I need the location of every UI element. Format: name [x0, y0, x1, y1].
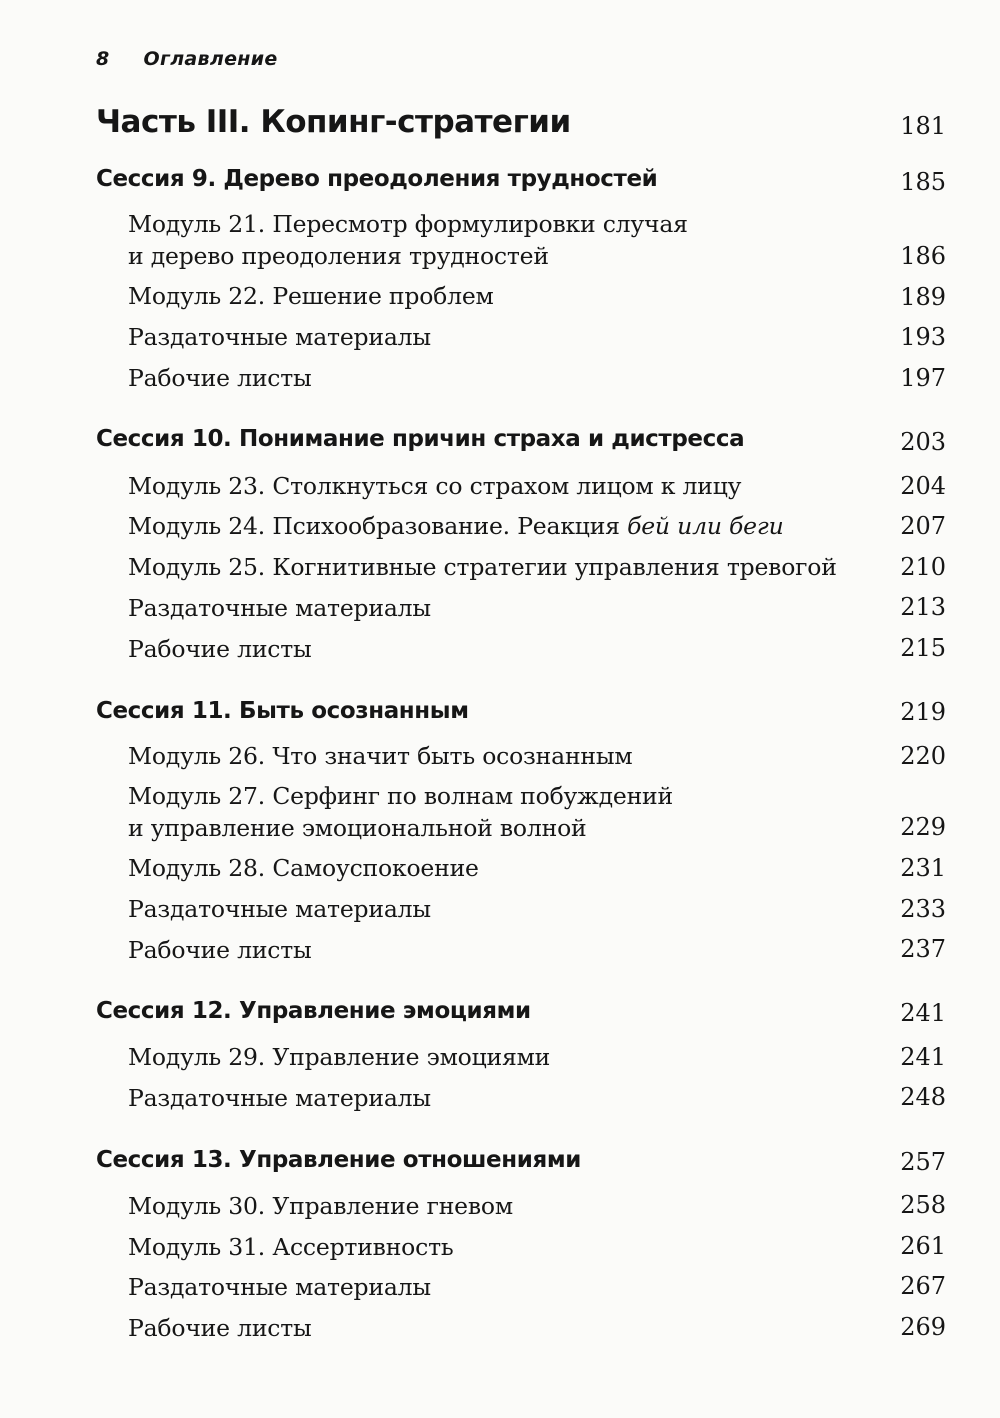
toc-entry: Модуль 30. Управление гневом [128, 1192, 513, 1220]
page-number: 8 [96, 48, 110, 70]
toc-entry-line: и управление эмоциональной волной [128, 814, 587, 842]
toc-entry: Модуль 26. Что значит быть осознанным [128, 742, 633, 770]
session-title: Сессия 13. Управление отношениями [96, 1147, 581, 1173]
session-title: Сессия 11. Быть осознанным [96, 698, 469, 724]
toc-entry [128, 208, 688, 272]
toc-entry [128, 780, 673, 844]
toc-entry: Раздаточные материалы [128, 1273, 431, 1301]
toc-entry: Рабочие листы [128, 1314, 312, 1342]
toc-entry-page: 220 [900, 742, 946, 770]
session-page-number: 203 [900, 428, 946, 456]
toc-entry: Рабочие листы [128, 936, 312, 964]
session-title: Сессия 9. Дерево преодоления трудностей [96, 166, 658, 192]
running-title: Оглавление [143, 48, 278, 70]
toc-entry-page: 207 [900, 512, 946, 540]
toc-entry-page: 229 [900, 813, 946, 841]
toc-entry: Рабочие листы [128, 635, 312, 663]
toc-entry-line: Модуль 21. Пересмотр формулировки случая [128, 210, 688, 238]
toc-entry-page: 189 [900, 283, 946, 311]
toc-entry-page: 237 [900, 935, 946, 963]
toc-entry: Модуль 22. Решение проблем [128, 282, 494, 310]
toc-entry-page: 258 [900, 1191, 946, 1219]
toc-entry-page: 267 [900, 1272, 946, 1300]
toc-entry-page: 193 [900, 323, 946, 351]
toc-entry-line: и дерево преодоления трудностей [128, 242, 549, 270]
toc-entry-page: 210 [900, 553, 946, 581]
toc-entry-page: 241 [900, 1043, 946, 1071]
toc-entry-line: Модуль 27. Серфинг по волнам побуждений [128, 782, 673, 810]
session-page-number: 219 [900, 698, 946, 726]
session-title: Сессия 12. Управление эмоциями [96, 998, 531, 1024]
toc-entry: Раздаточные материалы [128, 323, 431, 351]
toc-entry: Рабочие листы [128, 364, 312, 392]
running-header [96, 48, 278, 70]
session-page-number: 241 [900, 999, 946, 1027]
session-page-number: 185 [900, 168, 946, 196]
toc-entry: Раздаточные материалы [128, 895, 431, 923]
toc-entry-page: 261 [900, 1232, 946, 1260]
session-page-number: 257 [900, 1148, 946, 1176]
toc-entry-page: 197 [900, 364, 946, 392]
toc-entry: Модуль 23. Столкнуться со страхом лицом к лицу [128, 472, 742, 500]
session-title: Сессия 10. Понимание причин страха и дистресса [96, 426, 745, 452]
toc-entry-page: 213 [900, 593, 946, 621]
toc-entry: Модуль 31. Ассертивность [128, 1233, 454, 1261]
toc-entry-page: 186 [900, 242, 946, 270]
toc-entry-page: 215 [900, 634, 946, 662]
part-title: Часть III. Копинг-стратегии [96, 104, 571, 140]
toc-entry-page: 248 [900, 1083, 946, 1111]
toc-entry-page: 231 [900, 854, 946, 882]
toc-entry-page: 204 [900, 472, 946, 500]
toc-entry-italic: бей или беги [627, 512, 784, 540]
part-page-number: 181 [900, 112, 946, 140]
toc-entry: Раздаточные материалы [128, 594, 431, 622]
toc-entry: Раздаточные материалы [128, 1084, 431, 1112]
toc-entry-page: 233 [900, 895, 946, 923]
toc-entry-page: 269 [900, 1313, 946, 1341]
toc-entry-text: Модуль 24. Психообразование. Реакция [128, 512, 628, 540]
toc-entry: Модуль 29. Управление эмоциями [128, 1043, 551, 1071]
toc-entry: Модуль 25. Когнитивные стратегии управления тревогой [128, 553, 837, 581]
toc-entry [128, 510, 784, 542]
toc-entry: Модуль 28. Самоуспокоение [128, 854, 479, 882]
